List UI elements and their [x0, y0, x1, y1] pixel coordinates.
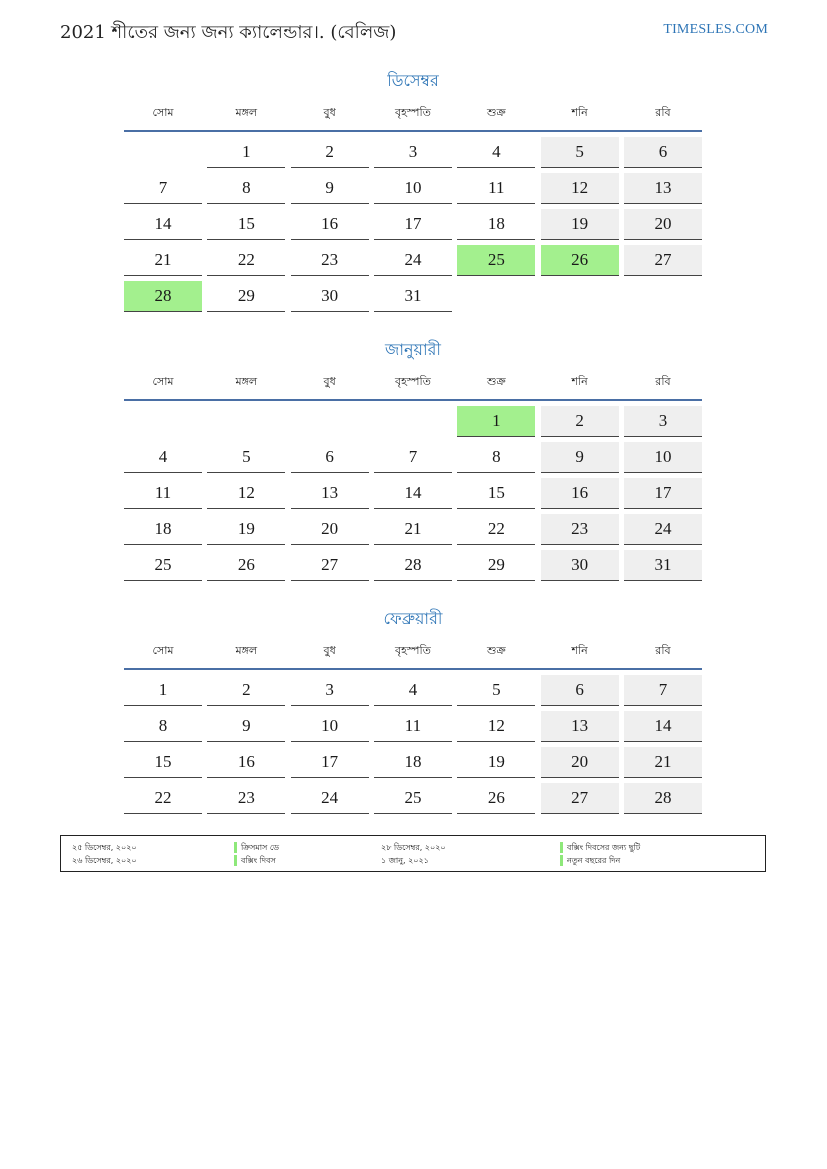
weekday-header — [124, 640, 702, 670]
week-row — [124, 782, 702, 818]
month-title: জানুয়ারী — [385, 340, 441, 359]
day-cell: 18 — [374, 747, 452, 778]
month-title: ডিসেম্বর — [387, 71, 439, 90]
day-cell: 16 — [541, 478, 619, 509]
holiday-color-mark — [234, 855, 237, 866]
week-row — [124, 477, 702, 513]
day-cell: 9 — [291, 173, 369, 204]
empty-day-cell — [291, 406, 369, 437]
day-cell: 3 — [291, 675, 369, 706]
week-row — [124, 136, 702, 172]
day-cell: 19 — [541, 209, 619, 240]
day-cell: 21 — [124, 245, 202, 276]
weekday-label: শনি — [571, 644, 588, 657]
legend-holiday-name: ক্রিসমাস ডে — [241, 843, 279, 852]
day-cell: 17 — [291, 747, 369, 778]
day-cell: 20 — [624, 209, 702, 240]
day-cell: 6 — [624, 137, 702, 168]
day-cell: 16 — [207, 747, 285, 778]
day-cell: 2 — [207, 675, 285, 706]
weekday-label: সোম — [152, 375, 174, 388]
weekday-label: সোম — [152, 106, 174, 119]
day-cell: 23 — [291, 245, 369, 276]
day-cell: 20 — [541, 747, 619, 778]
legend-date: ১ জানু, ২০২১ — [381, 856, 429, 865]
legend-holiday — [234, 854, 276, 867]
holiday-day-cell: 26 — [541, 245, 619, 276]
holiday-day-cell: 28 — [124, 281, 202, 312]
day-cell: 10 — [624, 442, 702, 473]
day-cell: 1 — [124, 675, 202, 706]
day-cell: 15 — [457, 478, 535, 509]
day-cell: 8 — [124, 711, 202, 742]
day-cell: 4 — [374, 675, 452, 706]
holiday-color-mark — [560, 842, 563, 853]
day-cell: 17 — [374, 209, 452, 240]
legend-date: ২৮ ডিসেম্বর, ২০২০ — [381, 843, 446, 852]
weekday-label: মঙ্গল — [235, 375, 258, 388]
day-cell: 27 — [541, 783, 619, 814]
day-cell: 12 — [207, 478, 285, 509]
holiday-legend — [60, 835, 766, 872]
legend-holiday — [560, 841, 640, 854]
month-grid — [124, 405, 702, 585]
day-cell: 4 — [457, 137, 535, 168]
legend-date: ২৫ ডিসেম্বর, ২০২০ — [72, 843, 137, 852]
day-cell: 30 — [541, 550, 619, 581]
day-cell: 19 — [207, 514, 285, 545]
day-cell: 21 — [624, 747, 702, 778]
holiday-color-mark — [234, 842, 237, 853]
day-cell: 22 — [124, 783, 202, 814]
legend-holiday-name: বক্সিং দিবস — [241, 856, 276, 865]
weekday-header — [124, 371, 702, 401]
week-row — [124, 746, 702, 782]
empty-day-cell — [207, 406, 285, 437]
day-cell: 3 — [624, 406, 702, 437]
week-row — [124, 441, 702, 477]
day-cell: 2 — [541, 406, 619, 437]
day-cell: 23 — [541, 514, 619, 545]
empty-day-cell — [124, 137, 202, 168]
day-cell: 10 — [291, 711, 369, 742]
legend-holiday-name: বক্সিং দিবসের জন্য ছুটি — [567, 843, 641, 852]
weekday-label: শনি — [571, 375, 588, 388]
holiday-day-cell: 1 — [457, 406, 535, 437]
weekday-header — [124, 102, 702, 132]
empty-day-cell — [374, 406, 452, 437]
week-row — [124, 208, 702, 244]
day-cell: 22 — [457, 514, 535, 545]
empty-day-cell — [541, 281, 619, 312]
day-cell: 11 — [124, 478, 202, 509]
day-cell: 2 — [291, 137, 369, 168]
day-cell: 22 — [207, 245, 285, 276]
day-cell: 17 — [624, 478, 702, 509]
empty-day-cell — [624, 281, 702, 312]
empty-day-cell — [457, 281, 535, 312]
day-cell: 29 — [207, 281, 285, 312]
day-cell: 12 — [457, 711, 535, 742]
day-cell: 23 — [207, 783, 285, 814]
day-cell: 19 — [457, 747, 535, 778]
day-cell: 5 — [541, 137, 619, 168]
day-cell: 30 — [291, 281, 369, 312]
day-cell: 14 — [124, 209, 202, 240]
day-cell: 10 — [374, 173, 452, 204]
day-cell: 4 — [124, 442, 202, 473]
weekday-label: রবি — [655, 644, 671, 657]
legend-holiday-name: নতুন বছরের দিন — [567, 856, 621, 865]
day-cell: 31 — [624, 550, 702, 581]
weekday-label: সোম — [152, 644, 174, 657]
week-row — [124, 513, 702, 549]
day-cell: 28 — [624, 783, 702, 814]
weekday-label: মঙ্গল — [235, 106, 258, 119]
day-cell: 13 — [541, 711, 619, 742]
day-cell: 7 — [624, 675, 702, 706]
day-cell: 24 — [291, 783, 369, 814]
legend-holiday — [234, 841, 279, 854]
holiday-day-cell: 25 — [457, 245, 535, 276]
weekday-label: বুধ — [323, 375, 336, 388]
weekday-label: বৃহস্পতি — [395, 106, 431, 119]
day-cell: 16 — [291, 209, 369, 240]
month-grid — [124, 136, 702, 316]
day-cell: 6 — [291, 442, 369, 473]
day-cell: 11 — [374, 711, 452, 742]
day-cell: 15 — [207, 209, 285, 240]
day-cell: 25 — [374, 783, 452, 814]
weekday-label: শুক্র — [486, 375, 506, 388]
holiday-color-mark — [560, 855, 563, 866]
month-block — [124, 339, 702, 585]
week-row — [124, 172, 702, 208]
month-block — [124, 608, 702, 818]
week-row — [124, 280, 702, 316]
weekday-label: মঙ্গল — [235, 644, 258, 657]
day-cell: 1 — [207, 137, 285, 168]
month-title: ফেব্রুয়ারী — [383, 609, 443, 628]
week-row — [124, 674, 702, 710]
weekday-label: রবি — [655, 375, 671, 388]
day-cell: 25 — [124, 550, 202, 581]
page-title: 2021 শীতের জন্য জন্য ক্যালেন্ডার।. (বেলিজ) — [60, 22, 397, 43]
day-cell: 24 — [624, 514, 702, 545]
weekday-label: শুক্র — [486, 644, 506, 657]
legend-date: ২৬ ডিসেম্বর, ২০২০ — [72, 856, 137, 865]
weekday-label: বুধ — [323, 644, 336, 657]
empty-day-cell — [124, 406, 202, 437]
day-cell: 28 — [374, 550, 452, 581]
day-cell: 24 — [374, 245, 452, 276]
day-cell: 31 — [374, 281, 452, 312]
day-cell: 15 — [124, 747, 202, 778]
weekday-label: শনি — [571, 106, 588, 119]
day-cell: 9 — [207, 711, 285, 742]
day-cell: 5 — [457, 675, 535, 706]
day-cell: 13 — [291, 478, 369, 509]
day-cell: 14 — [624, 711, 702, 742]
month-grid — [124, 674, 702, 818]
day-cell: 12 — [541, 173, 619, 204]
day-cell: 6 — [541, 675, 619, 706]
day-cell: 26 — [207, 550, 285, 581]
site-link[interactable]: TIMESLES.COM — [663, 22, 768, 37]
day-cell: 5 — [207, 442, 285, 473]
weekday-label: বৃহস্পতি — [395, 644, 431, 657]
day-cell: 21 — [374, 514, 452, 545]
week-row — [124, 244, 702, 280]
week-row — [124, 710, 702, 746]
day-cell: 7 — [124, 173, 202, 204]
day-cell: 13 — [624, 173, 702, 204]
day-cell: 27 — [624, 245, 702, 276]
day-cell: 29 — [457, 550, 535, 581]
weekday-label: বৃহস্পতি — [395, 375, 431, 388]
day-cell: 18 — [457, 209, 535, 240]
day-cell: 11 — [457, 173, 535, 204]
weekday-label: রবি — [655, 106, 671, 119]
day-cell: 8 — [457, 442, 535, 473]
legend-holiday — [560, 854, 620, 867]
day-cell: 18 — [124, 514, 202, 545]
legend-row — [61, 841, 765, 854]
weekday-label: বুধ — [323, 106, 336, 119]
day-cell: 9 — [541, 442, 619, 473]
legend-row — [61, 854, 765, 867]
day-cell: 7 — [374, 442, 452, 473]
day-cell: 26 — [457, 783, 535, 814]
day-cell: 20 — [291, 514, 369, 545]
day-cell: 3 — [374, 137, 452, 168]
day-cell: 27 — [291, 550, 369, 581]
day-cell: 14 — [374, 478, 452, 509]
day-cell: 8 — [207, 173, 285, 204]
week-row — [124, 549, 702, 585]
weekday-label: শুক্র — [486, 106, 506, 119]
week-row — [124, 405, 702, 441]
month-block — [124, 70, 702, 316]
